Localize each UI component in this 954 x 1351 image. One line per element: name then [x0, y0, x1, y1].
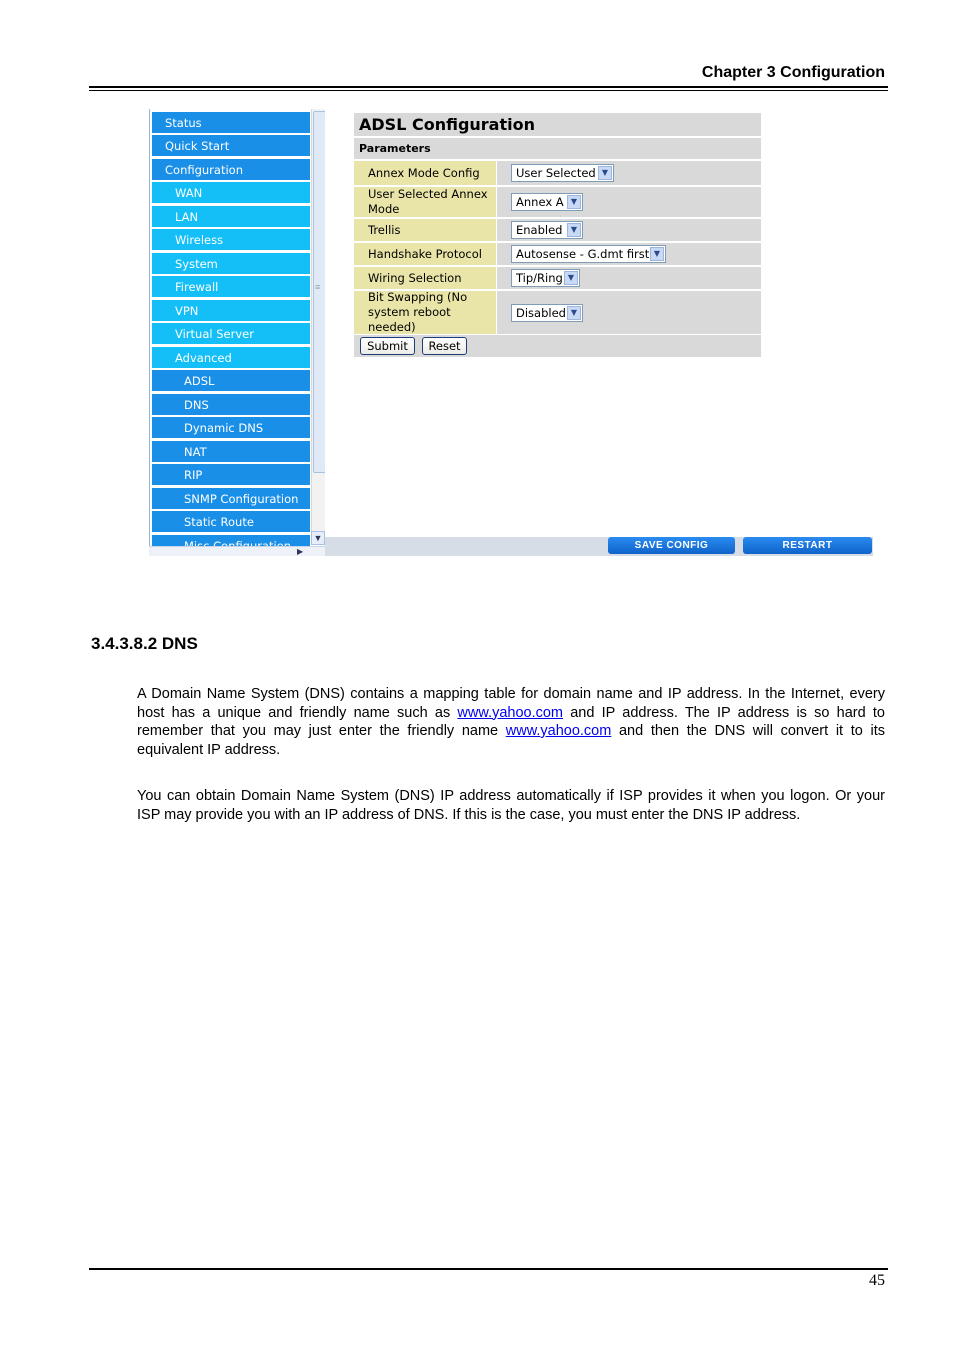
sidebar-item-wireless[interactable]: Wireless: [152, 229, 310, 251]
row-bit-swapping: [354, 291, 761, 334]
panel-title: ADSL Configuration: [354, 113, 761, 136]
chevron-right-icon[interactable]: ▶: [297, 547, 304, 556]
submit-button[interactable]: Submit: [360, 337, 415, 355]
para-text: A Domain Name System (DNS) contains a mapping table for domain name and IP address. In the Internet, every host has a unique and friendly name such as: [137, 686, 885, 721]
row-label: Trellis: [354, 219, 496, 241]
select-value: Tip/Ring: [516, 271, 563, 285]
sidebar-item-advanced[interactable]: Advanced: [152, 347, 310, 369]
sidebar-item-nat[interactable]: NAT: [152, 441, 310, 463]
para-text: and then the DNS will convert it to its equivalent IP address.: [137, 723, 885, 758]
row-annex-mode-config: [354, 161, 761, 185]
sidebar-item-system[interactable]: System: [152, 253, 310, 275]
sidebar-item-snmp-configuration[interactable]: SNMP Configuration: [152, 488, 310, 510]
sidebar-item-firewall[interactable]: Firewall: [152, 276, 310, 298]
row-label: Wiring Selection: [354, 267, 496, 289]
sidebar-item-wan[interactable]: WAN: [152, 182, 310, 204]
grip-icon: ≡: [315, 282, 321, 292]
page-number: 45: [869, 1272, 885, 1289]
chevron-down-icon[interactable]: ▼: [598, 166, 612, 180]
row-label: Handshake Protocol: [354, 243, 496, 265]
sidebar-item-virtual-server[interactable]: Virtual Server: [152, 323, 310, 345]
bit-swapping-select[interactable]: [511, 304, 583, 322]
restart-button[interactable]: RESTART: [743, 537, 872, 554]
panel-subtitle: Parameters: [354, 138, 761, 159]
row-label: Annex Mode Config: [354, 161, 496, 185]
para-text: and IP address. The IP address is so hard to remember that you may just enter the friendly name: [137, 704, 885, 739]
chevron-down-icon[interactable]: ▼: [650, 247, 664, 261]
chevron-down-icon[interactable]: ▼: [311, 531, 325, 545]
sidebar-item-rip[interactable]: RIP: [152, 464, 310, 486]
annex-select[interactable]: [511, 193, 583, 211]
chevron-down-icon[interactable]: ▼: [567, 195, 581, 209]
sidebar-item-dynamic-dns[interactable]: Dynamic DNS: [152, 417, 310, 439]
sidebar-item-adsl[interactable]: ADSL: [152, 370, 310, 392]
row-value: [497, 243, 761, 265]
row-value: [497, 161, 761, 185]
footer-rule: [89, 1268, 888, 1270]
select-value: User Selected: [516, 166, 596, 180]
wiring-select[interactable]: [511, 269, 580, 287]
section-heading: 3.4.3.8.2 DNS: [91, 634, 198, 653]
select-value: Autosense - G.dmt first: [516, 247, 650, 261]
header-rule-thin: [89, 90, 888, 91]
row-value: [497, 219, 761, 241]
chevron-down-icon[interactable]: ▼: [567, 306, 581, 320]
row-wiring-selection: [354, 267, 761, 289]
sidebar-item-quick-start[interactable]: Quick Start: [152, 135, 310, 157]
chevron-down-icon[interactable]: ▼: [567, 223, 581, 237]
paragraph-dns-obtain: You can obtain Domain Name System (DNS) IP address automatically if ISP provides it when you logon. Or your ISP may provide you with an IP address of DNS. If this is the case, you must enter the DNS IP address.: [137, 788, 885, 823]
header-rule: [89, 86, 888, 88]
sidebar-item-static-route[interactable]: Static Route: [152, 511, 310, 533]
annex-mode-select[interactable]: [511, 164, 614, 182]
yahoo-link[interactable]: www.yahoo.com: [457, 704, 563, 721]
row-value: [497, 267, 761, 289]
chevron-down-icon[interactable]: ▼: [564, 271, 578, 285]
sidebar-scrollbar[interactable]: [311, 109, 326, 539]
select-value: Disabled: [516, 305, 566, 320]
adsl-config-panel: [354, 113, 761, 353]
form-button-row: [354, 335, 761, 357]
router-screenshot: [149, 109, 873, 556]
reset-button[interactable]: Reset: [422, 337, 467, 355]
save-config-button[interactable]: SAVE CONFIG: [608, 537, 735, 554]
row-value: [497, 291, 761, 334]
paragraph-dns-intro: [137, 685, 885, 759]
select-value: Annex A: [516, 195, 564, 209]
sidebar-item-lan[interactable]: LAN: [152, 206, 310, 228]
trellis-select[interactable]: [511, 221, 583, 239]
row-label: Bit Swapping (No system reboot needed): [354, 291, 496, 334]
handshake-select[interactable]: [511, 245, 666, 263]
yahoo-link[interactable]: www.yahoo.com: [505, 723, 612, 739]
sidebar-nav: [149, 109, 312, 556]
row-user-selected-annex-mode: [354, 187, 761, 217]
row-trellis: [354, 219, 761, 241]
row-handshake-protocol: [354, 243, 761, 265]
sidebar-item-dns[interactable]: DNS: [152, 394, 310, 416]
sidebar-item-status[interactable]: Status: [152, 112, 310, 134]
sidebar-item-vpn[interactable]: VPN: [152, 300, 310, 322]
sidebar-item-configuration[interactable]: Configuration: [152, 159, 310, 181]
select-value: Enabled: [516, 223, 563, 237]
row-value: [497, 187, 761, 217]
chapter-header: Chapter 3 Configuration: [701, 64, 885, 81]
row-label: User Selected Annex Mode: [354, 187, 496, 217]
